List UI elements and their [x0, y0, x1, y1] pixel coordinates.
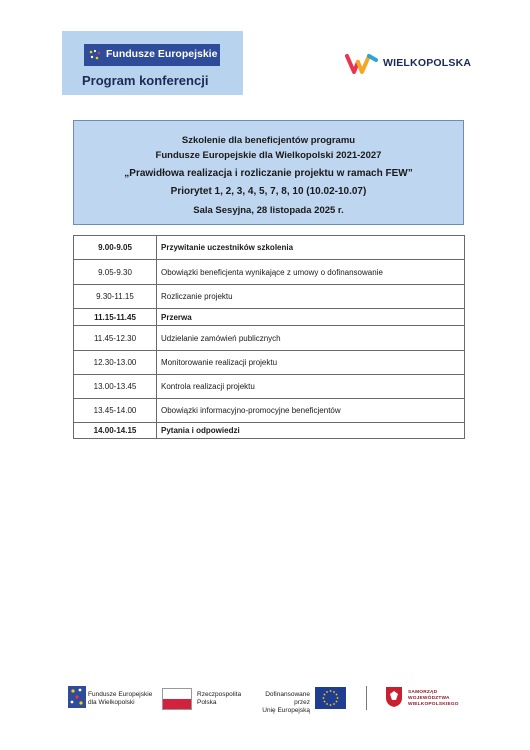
fe-stars-icon [88, 49, 102, 61]
fe-label-bar [84, 44, 220, 66]
schedule-item: Rozliczanie projektu [157, 285, 465, 309]
region-logo-text: WIELKOPOLSKA [383, 57, 472, 69]
event-title-box [73, 120, 464, 225]
schedule-row [74, 326, 465, 351]
schedule-row [74, 236, 465, 260]
event-priorities: Priorytet 1, 2, 3, 4, 5, 7, 8, 10 (10.02-10.07) [170, 186, 367, 197]
schedule-item: Kontrola realizacji projektu [157, 375, 465, 399]
schedule-time: 12.30-13.00 [74, 351, 157, 375]
event-title-line2: Fundusze Europejskie dla Wielkopolski 2021-2027 [155, 150, 382, 161]
event-title-line1: Szkolenie dla beneficjentów programu [181, 135, 356, 146]
fe-footer-logo-icon [68, 686, 86, 708]
schedule-row [74, 260, 465, 285]
schedule-time: 11.15-11.45 [74, 309, 157, 326]
schedule-time: 9.00-9.05 [74, 236, 157, 260]
schedule-item: Obowiązki beneficjenta wynikające z umowy o dofinansowanie [157, 260, 465, 285]
schedule-time: 11.45-12.30 [74, 326, 157, 351]
fe-label: Fundusze Europejskie [106, 48, 218, 60]
page-title: Program konferencji [82, 73, 209, 88]
event-title-line3: „Prawidłowa realizacja i rozliczanie projektu w ramach FEW” [124, 168, 413, 179]
footer-sw-text: SAMORZĄD WOJEWÓDZTWA WIELKOPOLSKIEGO [408, 690, 459, 707]
schedule-row [74, 351, 465, 375]
schedule-row [74, 375, 465, 399]
schedule-item: Przywitanie uczestników szkolenia [157, 236, 465, 260]
schedule-row [74, 309, 465, 326]
schedule-item: Udzielanie zamówień publicznych [157, 326, 465, 351]
schedule-row [74, 285, 465, 309]
footer-fe-text: Fundusze Europejskie dla Wielkopolski [88, 691, 153, 706]
footer-rp-text: Rzeczpospolita Polska [197, 691, 242, 706]
event-venue-date: Sala Sesyjna, 28 listopada 2025 r. [193, 205, 344, 216]
schedule-time: 9.05-9.30 [74, 260, 157, 285]
schedule-row [74, 423, 465, 439]
schedule-time: 13.45-14.00 [74, 399, 157, 423]
wielkopolska-logo-icon [345, 50, 379, 76]
schedule-time: 13.00-13.45 [74, 375, 157, 399]
schedule-time: 9.30-11.15 [74, 285, 157, 309]
footer-divider [366, 686, 367, 710]
wielkopolska-crest-icon [385, 686, 403, 708]
poland-flag-icon [162, 688, 192, 710]
schedule-row [74, 399, 465, 423]
schedule-time: 14.00-14.15 [74, 423, 157, 439]
schedule-item: Monitorowanie realizacji projektu [157, 351, 465, 375]
schedule-item: Obowiązki informacyjno-promocyjne beneficjentów [157, 399, 465, 423]
footer-eu-text: Dofinansowane przez Unię Europejską [262, 691, 310, 714]
eu-flag-icon [315, 687, 346, 709]
schedule-item: Przerwa [157, 309, 465, 326]
schedule-item: Pytania i odpowiedzi [157, 423, 465, 439]
schedule-table [73, 235, 465, 439]
